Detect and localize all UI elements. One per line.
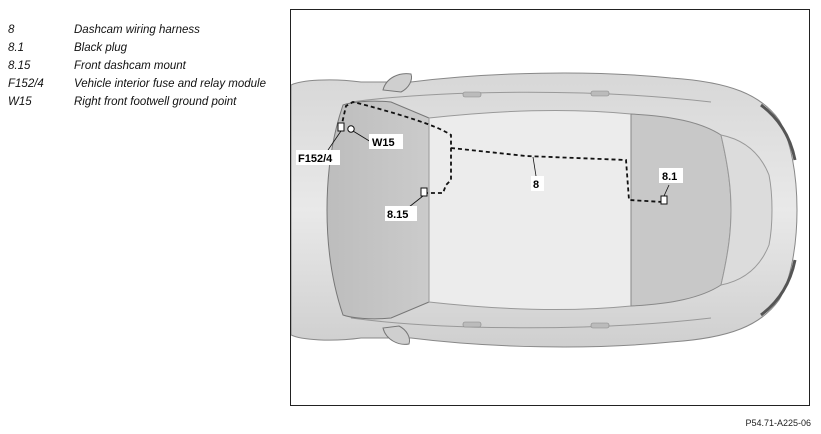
legend-text: Front dashcam mount xyxy=(74,60,186,72)
dashcam-mount-symbol xyxy=(421,188,427,196)
fuse-module-symbol xyxy=(338,123,344,131)
door-handle xyxy=(463,322,481,327)
callout-815: 8.15 xyxy=(387,209,409,221)
legend-code: W15 xyxy=(8,96,32,108)
legend xyxy=(8,24,278,114)
callout-f152: F152/4 xyxy=(298,153,333,165)
door-handle xyxy=(591,323,609,328)
callout-8: 8 xyxy=(533,179,540,191)
door-handle xyxy=(591,91,609,96)
legend-code: F152/4 xyxy=(8,78,44,90)
legend-text: Dashcam wiring harness xyxy=(74,24,200,36)
vehicle-figure xyxy=(290,9,810,406)
legend-text: Black plug xyxy=(74,42,128,54)
rear-window xyxy=(631,114,731,306)
legend-text: Vehicle interior fuse and relay module xyxy=(74,78,266,90)
legend-code: 8.1 xyxy=(8,42,24,54)
callout-81: 8.1 xyxy=(662,171,678,183)
legend-row xyxy=(8,24,278,37)
figure-id: P54.71-A225-06 xyxy=(745,418,811,428)
roof-panel xyxy=(429,111,631,310)
callout-w15: W15 xyxy=(372,137,395,149)
legend-row xyxy=(8,42,278,55)
legend-row xyxy=(8,60,278,73)
black-plug-symbol xyxy=(661,196,667,204)
legend-row xyxy=(8,96,278,109)
door-handle xyxy=(463,92,481,97)
legend-code: 8 xyxy=(8,24,15,36)
legend-row xyxy=(8,78,278,91)
legend-text: Right front footwell ground point xyxy=(74,96,237,108)
vehicle-top-view xyxy=(291,10,810,406)
legend-code: 8.15 xyxy=(8,60,31,72)
